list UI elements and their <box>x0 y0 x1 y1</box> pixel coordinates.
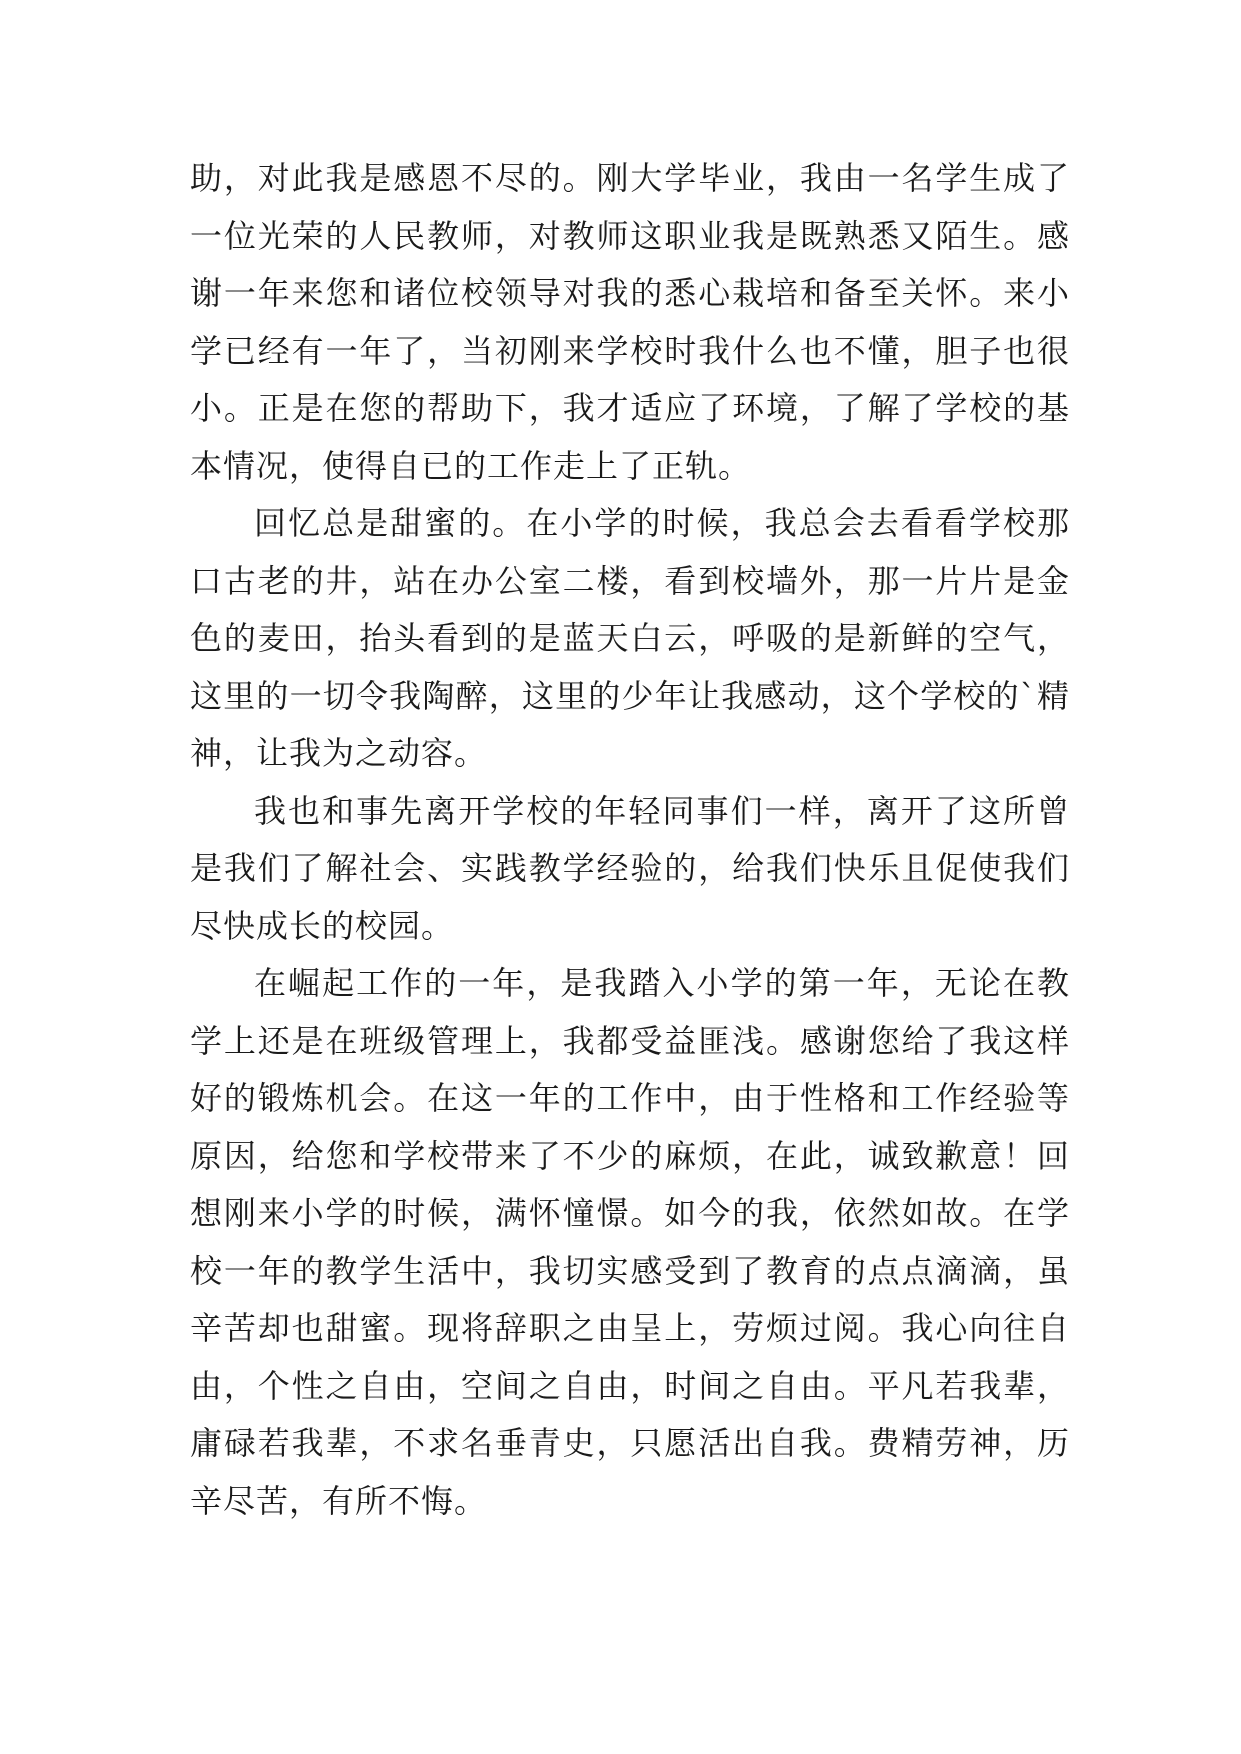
paragraph-3: 我也和事先离开学校的年轻同事们一样，离开了这所曾是我们了解社会、实践教学经验的，给我们快乐且促使我们尽快成长的校园。 <box>190 791 1070 945</box>
paragraph-2: 回忆总是甜蜜的。在小学的时候，我总会去看看学校那口古老的井，站在办公室二楼，看到校墙外，那一片片是金色的麦田，抬头看到的是蓝天白云，呼吸的是新鲜的空气，这里的一切令我陶醉，这里的少年让我感动，这个学校的`精神，让我为之动容。 <box>190 504 1070 772</box>
paragraph-1: 助，对此我是感恩不尽的。刚大学毕业，我由一名学生成了一位光荣的人民教师，对教师这职业我是既熟悉又陌生。感谢一年来您和诸位校领导对我的悉心栽培和备至关怀。来小学已经有一年了，当初刚来学校时我什么也不懂，胆子也很小。正是在您的帮助下，我才适应了环境，了解了学校的基本情况，使得自已的工作走上了正轨。 <box>190 159 1070 485</box>
letter-body <box>190 150 1070 1530</box>
paragraph-4: 在崛起工作的一年，是我踏入小学的第一年，无论在教学上还是在班级管理上，我都受益匪浅。感谢您给了我这样好的锻炼机会。在这一年的工作中，由于性格和工作经验等原因，给您和学校带来了不少的麻烦，在此，诚致歉意！回想刚来小学的时候，满怀憧憬。如今的我，依然如故。在学校一年的教学生活中，我切实感受到了教育的点点滴滴，虽辛苦却也甜蜜。现将辞职之由呈上，劳烦过阅。我心向往自由，个性之自由，空间之自由，时间之自由。平凡若我辈，庸碌若我辈，不求名垂青史，只愿活出自我。费精劳神，历辛尽苦，有所不悔。 <box>190 964 1070 1520</box>
